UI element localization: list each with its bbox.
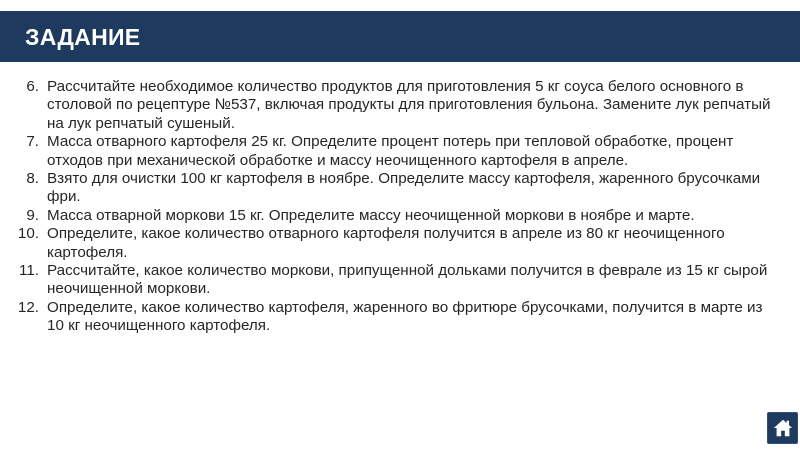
task-number: 10. (17, 225, 39, 243)
task-item (0, 78, 780, 133)
task-item (0, 133, 780, 170)
task-number: 6. (26, 78, 39, 95)
task-text: Масса отварной моркови 15 кг. Определите массу неочищенной моркови в ноябре и марте. (47, 206, 695, 224)
task-text: Определите, какое количество картофеля, жаренного во фритюре брусочками, получится в марте из 10 кг неочищенного картофеля. (47, 298, 763, 335)
task-number: 7. (26, 133, 39, 151)
task-number: 11. (19, 262, 39, 280)
task-number: 12. (17, 298, 39, 316)
task-item (0, 299, 780, 336)
home-icon (772, 417, 794, 439)
task-text: Масса отварного картофеля 25 кг. Определите процент потерь при тепловой обработке, процент отходов при механической обработке и массу неочищенного картофеля в апреле. (47, 133, 734, 169)
task-item (0, 207, 780, 225)
task-text: Определите, какое количество отварного картофеля получится в апреле из 80 кг неочищенного картофеля. (47, 225, 725, 261)
task-item (0, 225, 780, 262)
task-item (0, 262, 780, 299)
task-list (0, 78, 780, 336)
task-number: 8. (26, 170, 39, 188)
task-text: Рассчитайте необходимое количество продуктов для приготовления 5 кг соуса белого основного в столовой по рецептуре №537, включая продукты для приготовления бульона. Замените лук репчатый на лук репчатый сушеный. (47, 78, 771, 132)
task-text: Рассчитайте, какое количество моркови, припущенной дольками получится в феврале из 15 кг сырой неочищенной моркови. (47, 262, 768, 298)
page-title: ЗАДАНИЕ (25, 24, 141, 50)
home-button[interactable] (767, 412, 798, 444)
task-number: 9. (26, 206, 39, 224)
header-bar (0, 11, 800, 62)
task-text: Взято для очистки 100 кг картофеля в ноябре. Определите массу картофеля, жаренного брусочками фри. (47, 170, 761, 206)
task-item (0, 170, 780, 207)
